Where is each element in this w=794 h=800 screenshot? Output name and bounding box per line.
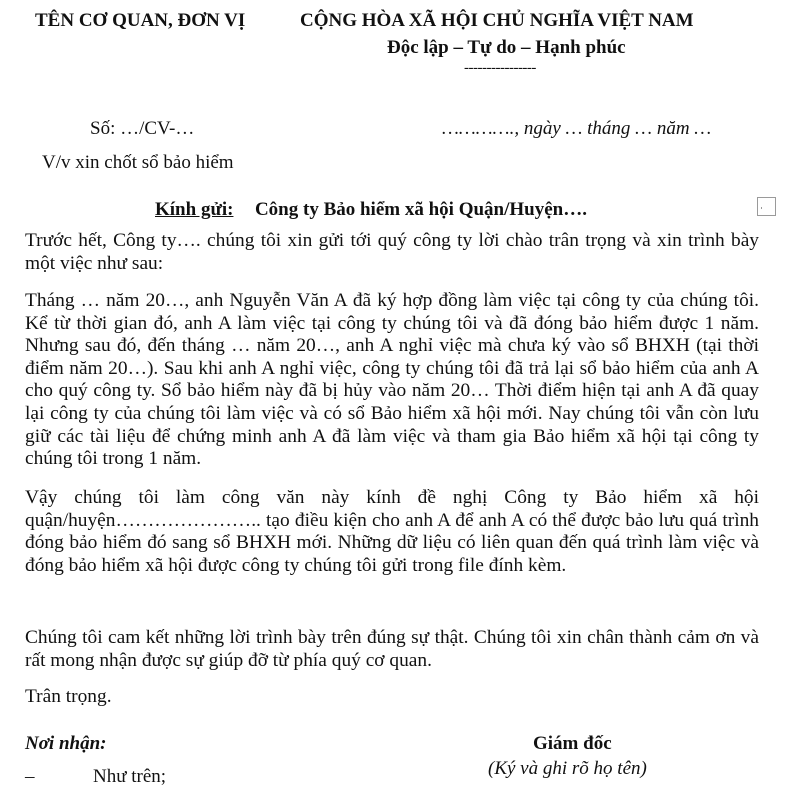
national-motto: Độc lập – Tự do – Hạnh phúc bbox=[387, 37, 626, 58]
place-and-date: …………., ngày … tháng … năm … bbox=[442, 118, 712, 139]
recipient-line bbox=[155, 199, 587, 221]
document-number: Số: …/CV-… bbox=[90, 118, 195, 139]
country-title: CỘNG HÒA XÃ HỘI CHỦ NGHĨA VIỆT NAM bbox=[300, 10, 694, 31]
header-separator: ---------------- bbox=[464, 60, 536, 76]
paragraph-request: Vậy chúng tôi làm công văn này kính đề nghị Công ty Bảo hiểm xã hội quận/huyện………………….. tạo điều kiện cho anh A để anh A có thể được bảo lưu quá trình đóng bảo hiểm đó sang sổ BHXH mới. Những dữ liệu có liên quan đến quá trình làm việc và đóng bảo hiểm xã hội được công ty chúng tôi gửi trong file đính kèm. bbox=[25, 487, 759, 576]
paragraph-background: Tháng … năm 20…, anh Nguyễn Văn A đã ký hợp đồng làm việc tại công ty của chúng tôi. Kể từ thời gian đó, anh A làm việc tại công ty chúng tôi và đã đóng bảo hiểm được 1 năm. Nhưng sau đó, đến tháng … năm 20…, anh A nghỉ việc mà chưa ký vào sổ BHXH (tại thời điểm năm 20…). Sau khi anh A nghỉ việc, công ty chúng tôi đã trả lại sổ bảo hiểm của anh A cho quý công ty. Sổ bảo hiểm này đã bị hủy vào năm 20… Thời điểm hiện tại anh A đã quay lại công ty của chúng tôi làm việc và có sổ Bảo hiểm xã hội mới. Nay chúng tôi vẫn còn lưu giữ các tài liệu để chứng minh anh A đã làm việc và tham gia Bảo hiểm xã hội tại công ty chúng tôi trong 1 năm. bbox=[25, 290, 759, 470]
signer-title: Giám đốc bbox=[533, 733, 612, 754]
recipients-dash: – bbox=[25, 766, 35, 787]
paragraph-closing: Trân trọng. bbox=[25, 686, 112, 707]
recipients-item: Như trên; bbox=[93, 766, 167, 787]
recipients-label: Nơi nhận: bbox=[25, 733, 107, 754]
paragraph-greeting: Trước hết, Công ty…. chúng tôi xin gửi tới quý công ty lời chào trân trọng và xin trình bày một việc như sau: bbox=[25, 230, 759, 274]
document-subject: V/v xin chốt sổ bảo hiểm bbox=[42, 152, 234, 173]
recipient-label: Kính gửi: bbox=[155, 199, 234, 220]
paragraph-commitment: Chúng tôi cam kết những lời trình bày trên đúng sự thật. Chúng tôi xin chân thành cảm ơn và rất mong nhận được sự giúp đỡ từ phía quý cơ quan. bbox=[25, 627, 759, 671]
checkbox-mark bbox=[761, 207, 762, 209]
signer-note: (Ký và ghi rõ họ tên) bbox=[488, 758, 647, 779]
organization-name: TÊN CƠ QUAN, ĐƠN VỊ bbox=[35, 10, 246, 31]
checkbox[interactable] bbox=[757, 197, 776, 216]
recipient-name: Công ty Bảo hiểm xã hội Quận/Huyện…. bbox=[254, 199, 587, 220]
